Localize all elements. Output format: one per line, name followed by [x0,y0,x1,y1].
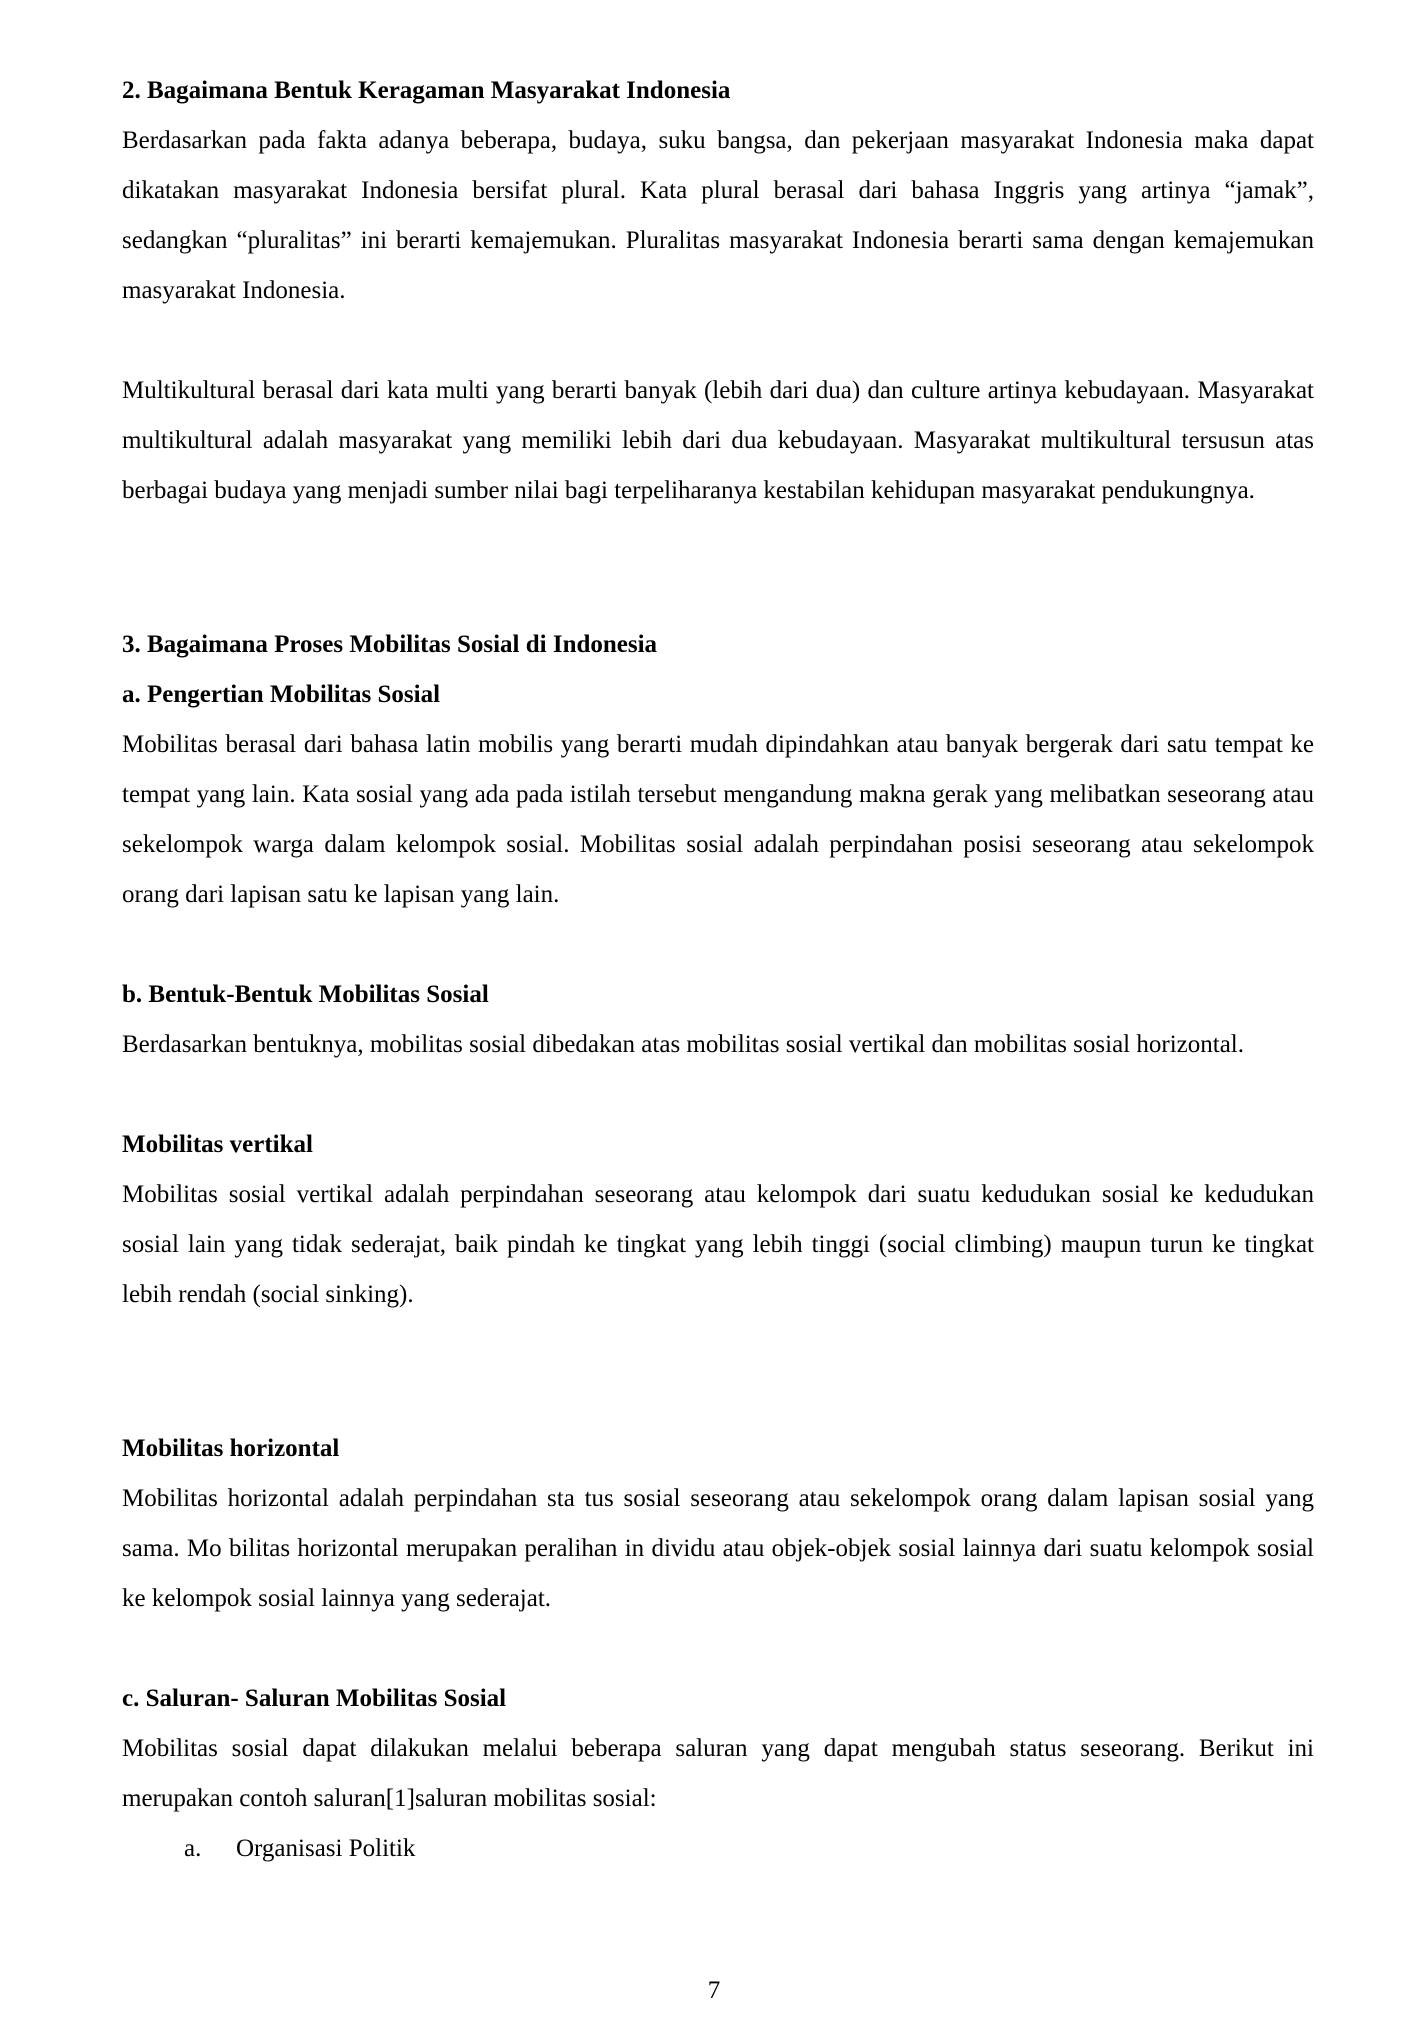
subheading-mobilitas-vertikal: Mobilitas vertikal [122,1131,313,1158]
list-item-text: Organisasi Politik [236,1835,416,1862]
paragraph-mobilitas-vertikal: Mobilitas sosial vertikal adalah perpindahan seseorang atau kelompok dari suatu kedudukan sosial ke kedudukan sosial lain yang tidak sederajat, baik pindah ke tingkat yang lebih tinggi (social climbing) maupun turun ke tingkat lebih rendah (social sinking). [122,1181,1314,1308]
paragraph-multikultural: Multikultural berasal dari kata multi yang berarti banyak (lebih dari dua) dan culture artinya kebudayaan. Masyarakat multikultural adalah masyarakat yang memiliki lebih dari dua kebudayaan. Masyarakat multikultural tersusun atas berbagai budaya yang menjadi sumber nilai bagi terpeliharanya kestabilan kehidupan masyarakat pendukungnya. [122,377,1314,504]
list-item-organisasi-politik [122,1824,1314,1874]
page-number: 7 [707,1977,721,2004]
paragraph-pengertian-mobilitas: Mobilitas berasal dari bahasa latin mobilis yang berarti mudah dipindahkan atau banyak bergerak dari satu tempat ke tempat yang lain. Kata sosial yang ada pada istilah tersebut mengandung makna gerak yang melibatkan seseorang atau sekelompok warga dalam kelompok sosial. Mobilitas sosial adalah perpindahan posisi seseorang atau sekelompok orang dari lapisan satu ke lapisan yang lain. [122,731,1314,908]
subheading-saluran-mobilitas: c. Saluran- Saluran Mobilitas Sosial [122,1685,507,1712]
subheading-bentuk-bentuk-mobilitas: b. Bentuk-Bentuk Mobilitas Sosial [122,981,489,1008]
section-heading-proses-mobilitas: 3. Bagaimana Proses Mobilitas Sosial di Indonesia [122,631,658,658]
paragraph-pluralitas: Berdasarkan pada fakta adanya beberapa, budaya, suku bangsa, dan pekerjaan masyarakat Indonesia maka dapat dikatakan masyarakat Indonesia bersifat plural. Kata plural berasal dari bahasa Inggris yang artinya “jamak”, sedangkan “pluralitas” ini berarti kemajemukan. Pluralitas masyarakat Indonesia berarti sama dengan kemajemukan masyarakat Indonesia. [122,127,1314,304]
paragraph-mobilitas-horizontal: Mobilitas horizontal adalah perpindahan sta tus sosial seseorang atau sekelompok orang dalam lapisan sosial yang sama. Mo bilitas horizontal merupakan peralihan in dividu atau objek-objek sosial lainnya dari suatu kelompok sosial ke kelompok sosial lainnya yang sederajat. [122,1485,1314,1612]
subheading-pengertian-mobilitas: a. Pengertian Mobilitas Sosial [122,681,441,708]
section-heading-keragaman-masyarakat: 2. Bagaimana Bentuk Keragaman Masyarakat Indonesia [122,77,731,104]
paragraph-saluran-mobilitas: Mobilitas sosial dapat dilakukan melalui beberapa saluran yang dapat mengubah status seseorang. Berikut ini merupakan contoh saluran[1]saluran mobilitas sosial: [122,1735,1314,1812]
paragraph-bentuk-bentuk-mobilitas: Berdasarkan bentuknya, mobilitas sosial dibedakan atas mobilitas sosial vertikal dan mobilitas sosial horizontal. [122,1031,1244,1058]
subheading-mobilitas-horizontal: Mobilitas horizontal [122,1435,340,1462]
list-item-marker: a. [184,1835,202,1862]
